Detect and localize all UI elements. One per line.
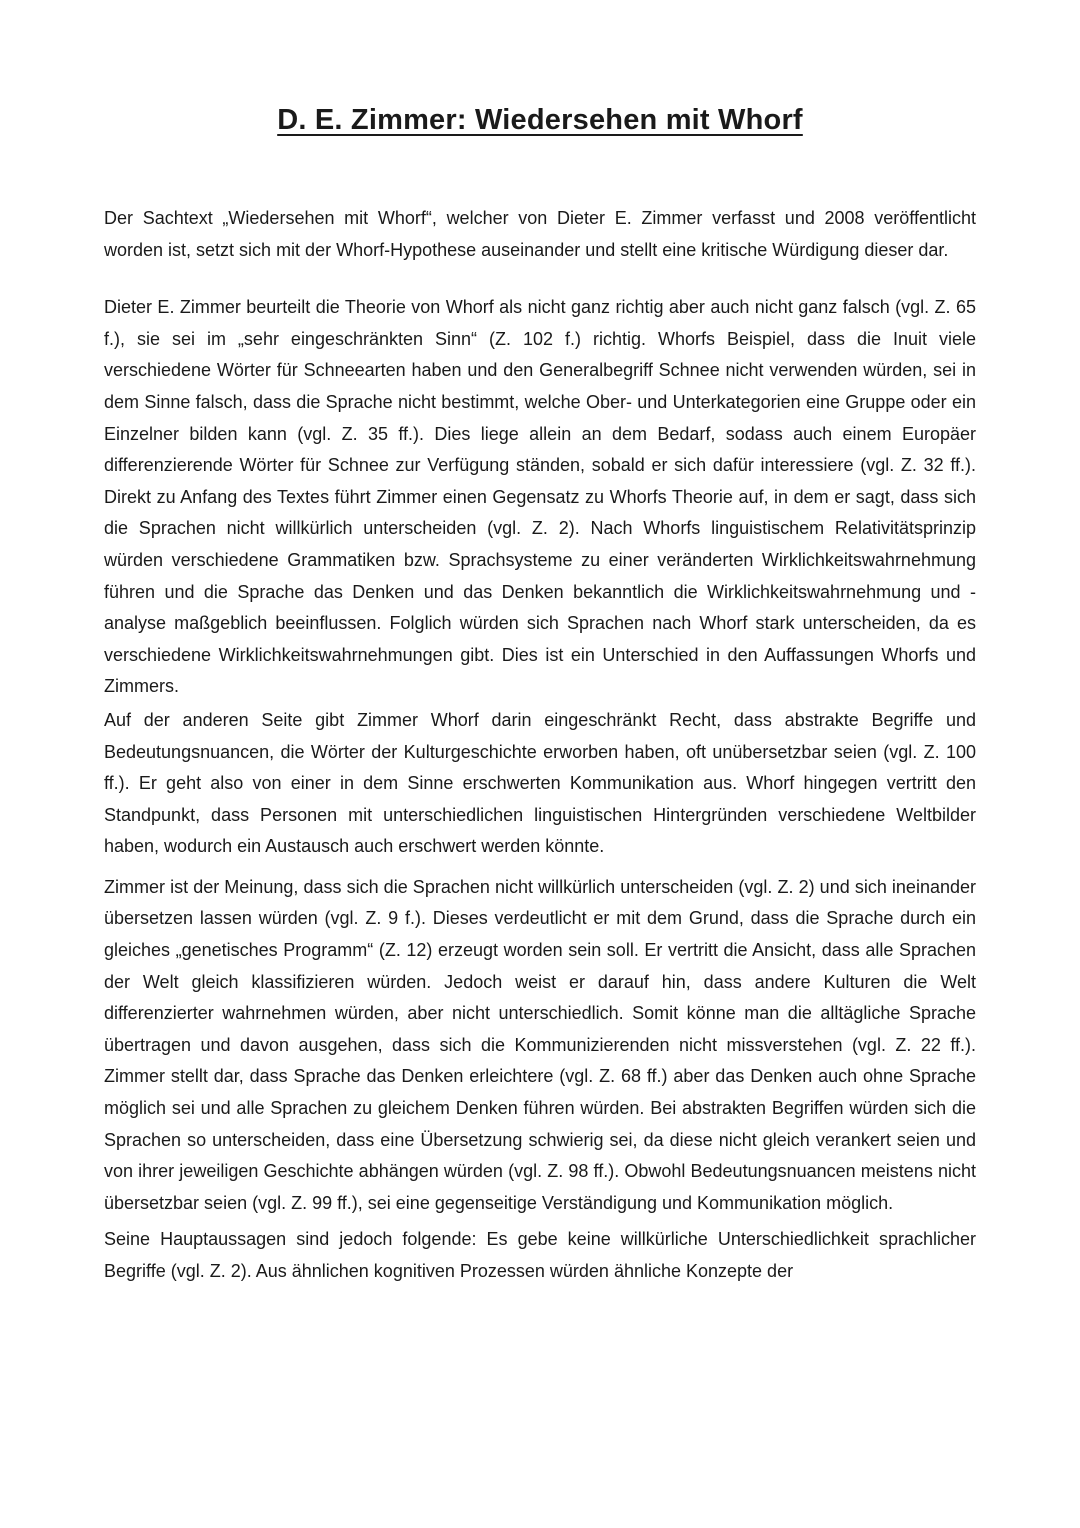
document-title: D. E. Zimmer: Wiedersehen mit Whorf [277, 104, 803, 136]
paragraph-intro: Der Sachtext „Wiedersehen mit Whorf“, welcher von Dieter E. Zimmer verfasst und 2008 veröffentlicht worden ist, setzt sich mit der Whorf-Hypothese auseinander und stellt eine kritische Würdigung dieser dar. [104, 208, 976, 260]
paragraph-other-side: Auf der anderen Seite gibt Zimmer Whorf darin eingeschränkt Recht, dass abstrakte Begriffe und Bedeutungsnuancen, die Wörter der Kulturgeschichte erworben haben, oft unübersetzbar seien (vgl. Z. 100 ff.). Er geht also von einer in dem Sinne erschwerten Kommunikation aus. Whorf hingegen vertritt den Standpunkt, dass Personen mit unterschiedlichen linguistischen Hintergründen verschiedene Weltbilder haben, wodurch ein Austausch auch erschwert werden könnte. [104, 709, 976, 857]
document-body [104, 203, 976, 1288]
paragraph-evaluation: Dieter E. Zimmer beurteilt die Theorie von Whorf als nicht ganz richtig aber auch nicht ganz falsch (vgl. Z. 65 f.), sie sei im „sehr eingeschränkten Sinn“ (Z. 102 f.) richtig. Whorfs Beispiel, dass die Inuit viele verschiedene Wörter für Schneearten haben und den Generalbegriff Schnee nicht verwenden würden, sei in dem Sinne falsch, dass die Sprache nicht bestimmt, welche Ober- und Unterkategorien eine Gruppe oder ein Einzelner bilden kann (vgl. Z. 35 ff.). Dies liege allein an dem Bedarf, sodass auch einem Europäer differenzierende Wörter für Schnee zur Verfügung ständen, sobald er sich dafür interessiere (vgl. Z. 32 ff.). Direkt zu Anfang des Textes führt Zimmer einen Gegensatz zu Whorfs Theorie auf, in dem er sagt, dass sich die Sprachen nicht willkürlich unterscheiden (vgl. Z. 2). Nach Whorfs linguistischem Relativitätsprinzip würden verschiedene Grammatiken bzw. Sprachsysteme zu einer veränderten Wirklichkeitswahrnehmung führen und die Sprache das Denken und das Denken bekanntlich die Wirklichkeitswahrnehmung und -analyse maßgeblich beeinflussen. Folglich würden sich Sprachen nach Whorf stark unterscheiden, da es verschiedene Wirklichkeitswahrnehmungen gibt. Dies ist ein Unterschied in den Auffassungen Whorfs und Zimmers. [104, 297, 976, 697]
paragraph-zimmer-opinion: Zimmer ist der Meinung, dass sich die Sprachen nicht willkürlich unterscheiden (vgl. Z. 2) und sich ineinander übersetzen lassen würden (vgl. Z. 9 f.). Dieses verdeutlicht er mit dem Grund, dass die Sprache durch ein gleiches „genetisches Programm“ (Z. 12) erzeugt worden sein soll. Er vertritt die Ansicht, dass alle Sprachen der Welt gleich klassifizieren würden. Jedoch weist er darauf hin, dass andere Kulturen die Welt differenzierter wahrnehmen würden, aber nicht unterschiedlich. Somit könne man die alltägliche Sprache übertragen und davon ausgehen, dass sich die Kommunizierenden nicht missverstehen (vgl. Z. 22 ff.). Zimmer stellt dar, dass Sprache das Denken erleichtere (vgl. Z. 68 ff.) aber das Denken auch ohne Sprache möglich sei und alle Sprachen zu gleichem Denken führen würden. Bei abstrakten Begriffen würden sich die Sprachen so unterscheiden, dass eine Übersetzung schwierig sei, da diese nicht gleich verankert seien und von ihrer jeweiligen Geschichte abhängen würden (vgl. Z. 98 ff.). Obwohl Bedeutungsnuancen meistens nicht übersetzbar seien (vgl. Z. 99 ff.), sei eine gegenseitige Verständigung und Kommunikation möglich. [104, 876, 976, 1213]
paragraph-main-statements: Seine Hauptaussagen sind jedoch folgende: Es gebe keine willkürliche Unterschiedlichkeit sprachlicher Begriffe (vgl. Z. 2). Aus ähnlichen kognitiven Prozessen würden ähnliche Konzepte der [104, 1229, 976, 1281]
